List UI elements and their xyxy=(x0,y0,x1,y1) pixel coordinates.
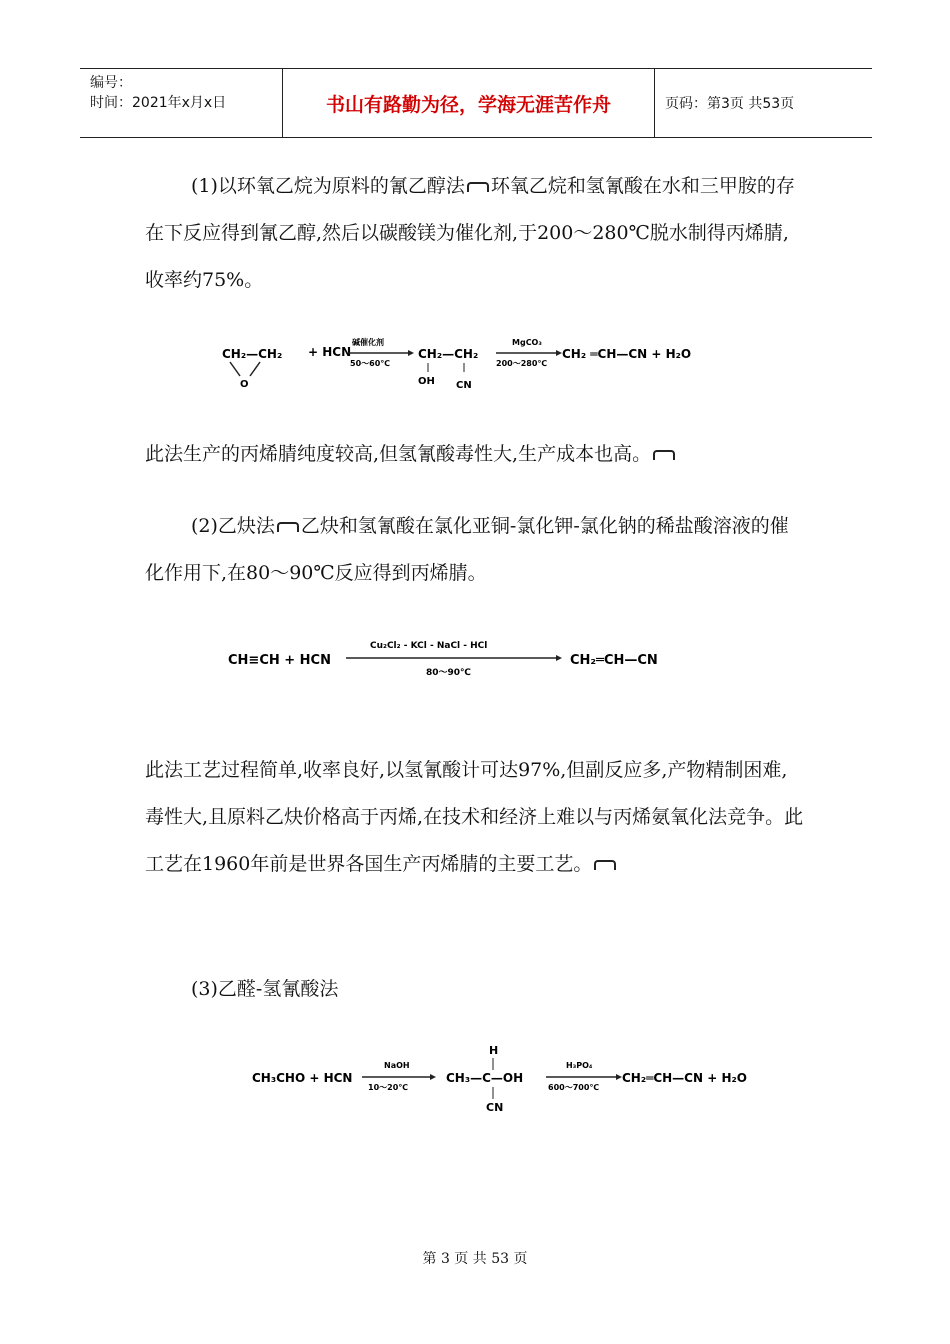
paragraph-mark-icon xyxy=(277,522,299,532)
eq1-oh: OH xyxy=(418,376,435,387)
paragraph-3 xyxy=(145,503,805,597)
eq3-cond-bottom: 10～20℃ xyxy=(368,1083,408,1092)
eq2-cond-bottom: 80～90℃ xyxy=(426,668,471,678)
header-page-info: 页码：第3页 共53页 xyxy=(665,96,795,112)
paragraph-4 xyxy=(145,747,805,888)
eq2-reactant: CH≡CH + HCN xyxy=(228,653,331,668)
eq3-h: H xyxy=(489,1044,499,1057)
paragraph-5-title: (3)乙醛-氢氰酸法 xyxy=(191,978,339,1000)
paragraph-3-title: (2)乙炔法 xyxy=(191,515,275,537)
paragraph-mark-icon xyxy=(594,860,616,870)
page-footer: 第 3 页 共 53 页 xyxy=(422,1251,528,1267)
paragraph-1 xyxy=(145,163,805,304)
paragraph-1-text: 环氧乙烷和氢氰酸在水和三甲胺的存在下反应得到氰乙醇,然后以碳酸镁为催化剂,于200～280℃脱水制得丙烯腈,收率约75%。 xyxy=(145,175,795,291)
eq2-product: CH₂═CH—CN xyxy=(570,653,658,668)
header-meta xyxy=(80,69,283,137)
eq1-cond2-bottom: 200～280℃ xyxy=(496,359,548,368)
eq3-cond-top: NaOH xyxy=(384,1061,410,1070)
eq1-cn: CN xyxy=(456,380,472,391)
paragraph-3-text: 乙炔和氢氰酸在氯化亚铜-氯化钾-氯化钠的稀盐酸溶液的催化作用下,在80～90℃反应得到丙烯腈。 xyxy=(145,515,789,584)
eq3-product: CH₂═CH—CN + H₂O xyxy=(622,1071,747,1085)
eq1-plus-hcn: + HCN xyxy=(308,345,352,359)
header-motto: 书山有路勤为径，学海无涯苦作舟 xyxy=(283,69,655,137)
reaction-equation-1 xyxy=(220,330,720,392)
eq1-cond-top: 碱催化剂 xyxy=(352,338,384,347)
eq3-reactant: CH₃CHO + HCN xyxy=(252,1071,353,1085)
eq1-cond2-top: MgCO₃ xyxy=(512,338,542,347)
paragraph-4-text: 此法工艺过程简单,收率良好,以氢氰酸计可达97%,但副反应多,产物精制困难,毒性大,且原料乙炔价格高于丙烯,在技术和经济上难以与丙烯氨氧化法竞争。此工艺在1960年前是世界各国生产丙烯腈的主要工艺。 xyxy=(145,759,804,875)
eq1-cond-bottom: 50～60℃ xyxy=(350,359,390,368)
paragraph-2 xyxy=(145,431,805,478)
page-header xyxy=(80,68,872,138)
date-label: 时间：2021年x月x日 xyxy=(90,95,227,111)
number-label: 编号： xyxy=(90,75,132,91)
eq3-cond2-bottom: 600～700℃ xyxy=(548,1083,600,1092)
eq3-cn: CN xyxy=(486,1101,504,1114)
paragraph-1-title: (1)以环氧乙烷为原料的氰乙醇法 xyxy=(191,175,465,197)
reaction-equation-2 xyxy=(226,632,706,682)
paragraph-mark-icon xyxy=(653,450,675,460)
eq3-cond2-top: H₃PO₄ xyxy=(566,1061,593,1070)
eq1-intermediate: CH₂—CH₂ xyxy=(418,347,479,361)
eq3-intermediate: CH₃—C—OH xyxy=(446,1071,524,1085)
eq1-product: CH₂ ═CH—CN + H₂O xyxy=(562,347,692,361)
reaction-equation-3 xyxy=(250,1038,780,1118)
paragraph-5 xyxy=(145,966,805,1013)
eq1-o: O xyxy=(240,379,249,390)
paragraph-mark-icon xyxy=(467,182,489,192)
paragraph-2-text: 此法生产的丙烯腈纯度较高,但氢氰酸毒性大,生产成本也高。 xyxy=(145,443,652,465)
eq1-reactant: CH₂—CH₂ xyxy=(222,347,283,361)
eq2-cond-top: Cu₂Cl₂ - KCl - NaCl - HCl xyxy=(370,641,488,651)
